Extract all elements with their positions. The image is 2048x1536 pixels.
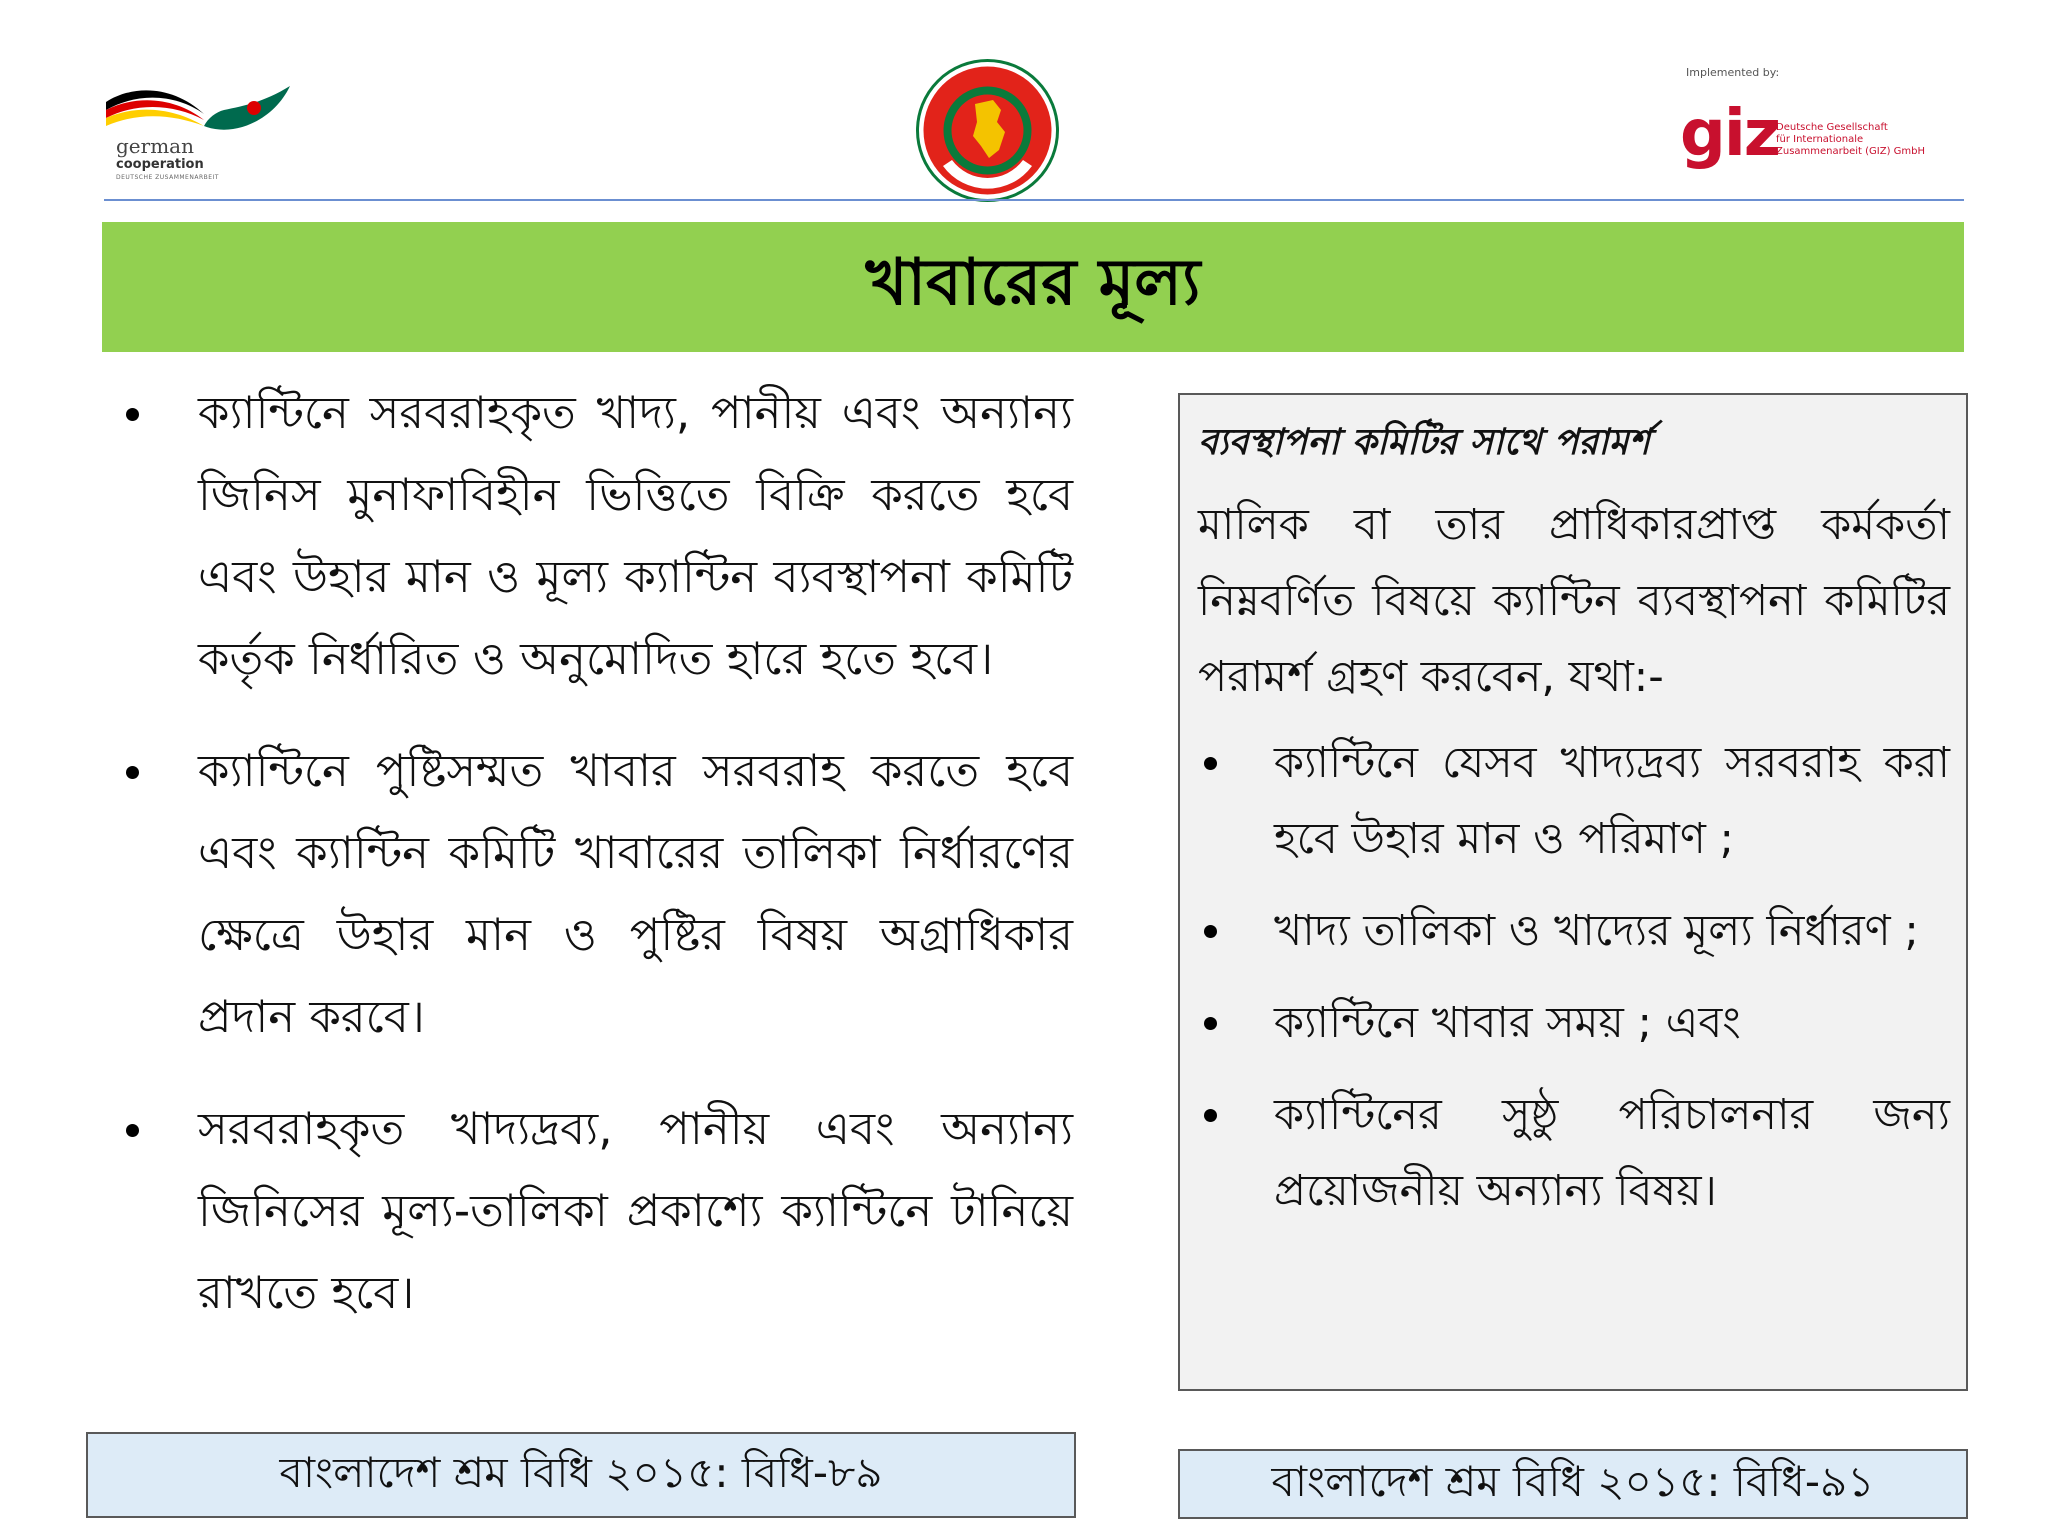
giz-wordmark: giz [1680, 97, 1779, 171]
left-bullet-list [118, 372, 1073, 1364]
header-divider [104, 199, 1964, 201]
info-box-list-item: খাদ্য তালিকা ও খাদ্যের মূল্য নির্ধারণ ; [1198, 893, 1950, 969]
giz-name-line1: Deutsche Gesellschaft [1776, 122, 1888, 133]
left-bullet-item: সরবরাহকৃত খাদ্যদ্রব্য, পানীয় এবং অন্যান্য জিনিসের মূল্য-তালিকা প্রকাশ্যে ক্যান্টিনে টানিয়ে রাখতে হবে। [118, 1088, 1073, 1334]
german-cooperation-swoosh-icon [104, 80, 294, 140]
citation-right [1178, 1449, 1968, 1519]
info-box-list-item: ক্যান্টিনের সুষ্ঠু পরিচালনার জন্য প্রয়োজনীয় অন্যান্য বিষয়। [1198, 1077, 1950, 1229]
giz-name-line3: Zusammenarbeit (GIZ) GmbH [1776, 146, 1926, 157]
german-cooperation-logo [104, 80, 294, 185]
citation-left [86, 1432, 1076, 1518]
page-title: খাবারের মূল্য [865, 245, 1201, 320]
giz-full-name [1776, 122, 1976, 158]
giz-name-line2: für Internationale [1776, 134, 1864, 145]
bangladesh-government-seal-icon [915, 58, 1060, 203]
government-seal [915, 58, 1060, 203]
german-logo-line3: DEUTSCHE ZUSAMMENARBEIT [116, 174, 219, 181]
german-logo-line1: german [116, 134, 194, 158]
info-box-intro: মালিক বা তার প্রাধিকারপ্রাপ্ত কর্মকর্তা নিম্নবর্ণিত বিষয়ে ক্যান্টিন ব্যবস্থাপনা কমিটির পরামর্শ গ্রহণ করবেন, যথা:- [1198, 500, 1950, 702]
info-box-list [1198, 725, 1950, 1245]
info-box-list-item: ক্যান্টিনে যেসব খাদ্যদ্রব্য সরবরাহ করা হবে উহার মান ও পরিমাণ ; [1198, 725, 1950, 877]
title-band [102, 222, 1964, 352]
german-logo-line2: cooperation [116, 157, 204, 172]
citation-left-text: বাংলাদেশ শ্রম বিধি ২০১৫: বিধি-৮৯ [279, 1447, 883, 1497]
giz-logo [1680, 64, 2000, 184]
consultation-info-box [1178, 393, 1968, 1391]
info-box-heading: ব্যবস্থাপনা কমিটির সাথে পরামর্শ [1198, 422, 1650, 463]
citation-right-text: বাংলাদেশ শ্রম বিধি ২০১৫: বিধি-৯১ [1271, 1456, 1875, 1506]
implemented-by-label: Implemented by: [1686, 66, 1780, 79]
left-bullet-item: ক্যান্টিনে সরবরাহকৃত খাদ্য, পানীয় এবং অন্যান্য জিনিস মুনাফাবিহীন ভিত্তিতে বিক্রি করতে হবে এবং উহার মান ও মূল্য ক্যান্টিন ব্যবস্থাপনা কমিটি কর্তৃক নির্ধারিত ও অনুমোদিত হারে হতে হবে। [118, 372, 1073, 700]
info-box-list-item: ক্যান্টিনে খাবার সময় ; এবং [1198, 985, 1950, 1061]
left-bullet-item: ক্যান্টিনে পুষ্টিসম্মত খাবার সরবরাহ করতে হবে এবং ক্যান্টিন কমিটি খাবারের তালিকা নির্ধারণের ক্ষেত্রে উহার মান ও পুষ্টির বিষয় অগ্রাধিকার প্রদান করবে। [118, 730, 1073, 1058]
